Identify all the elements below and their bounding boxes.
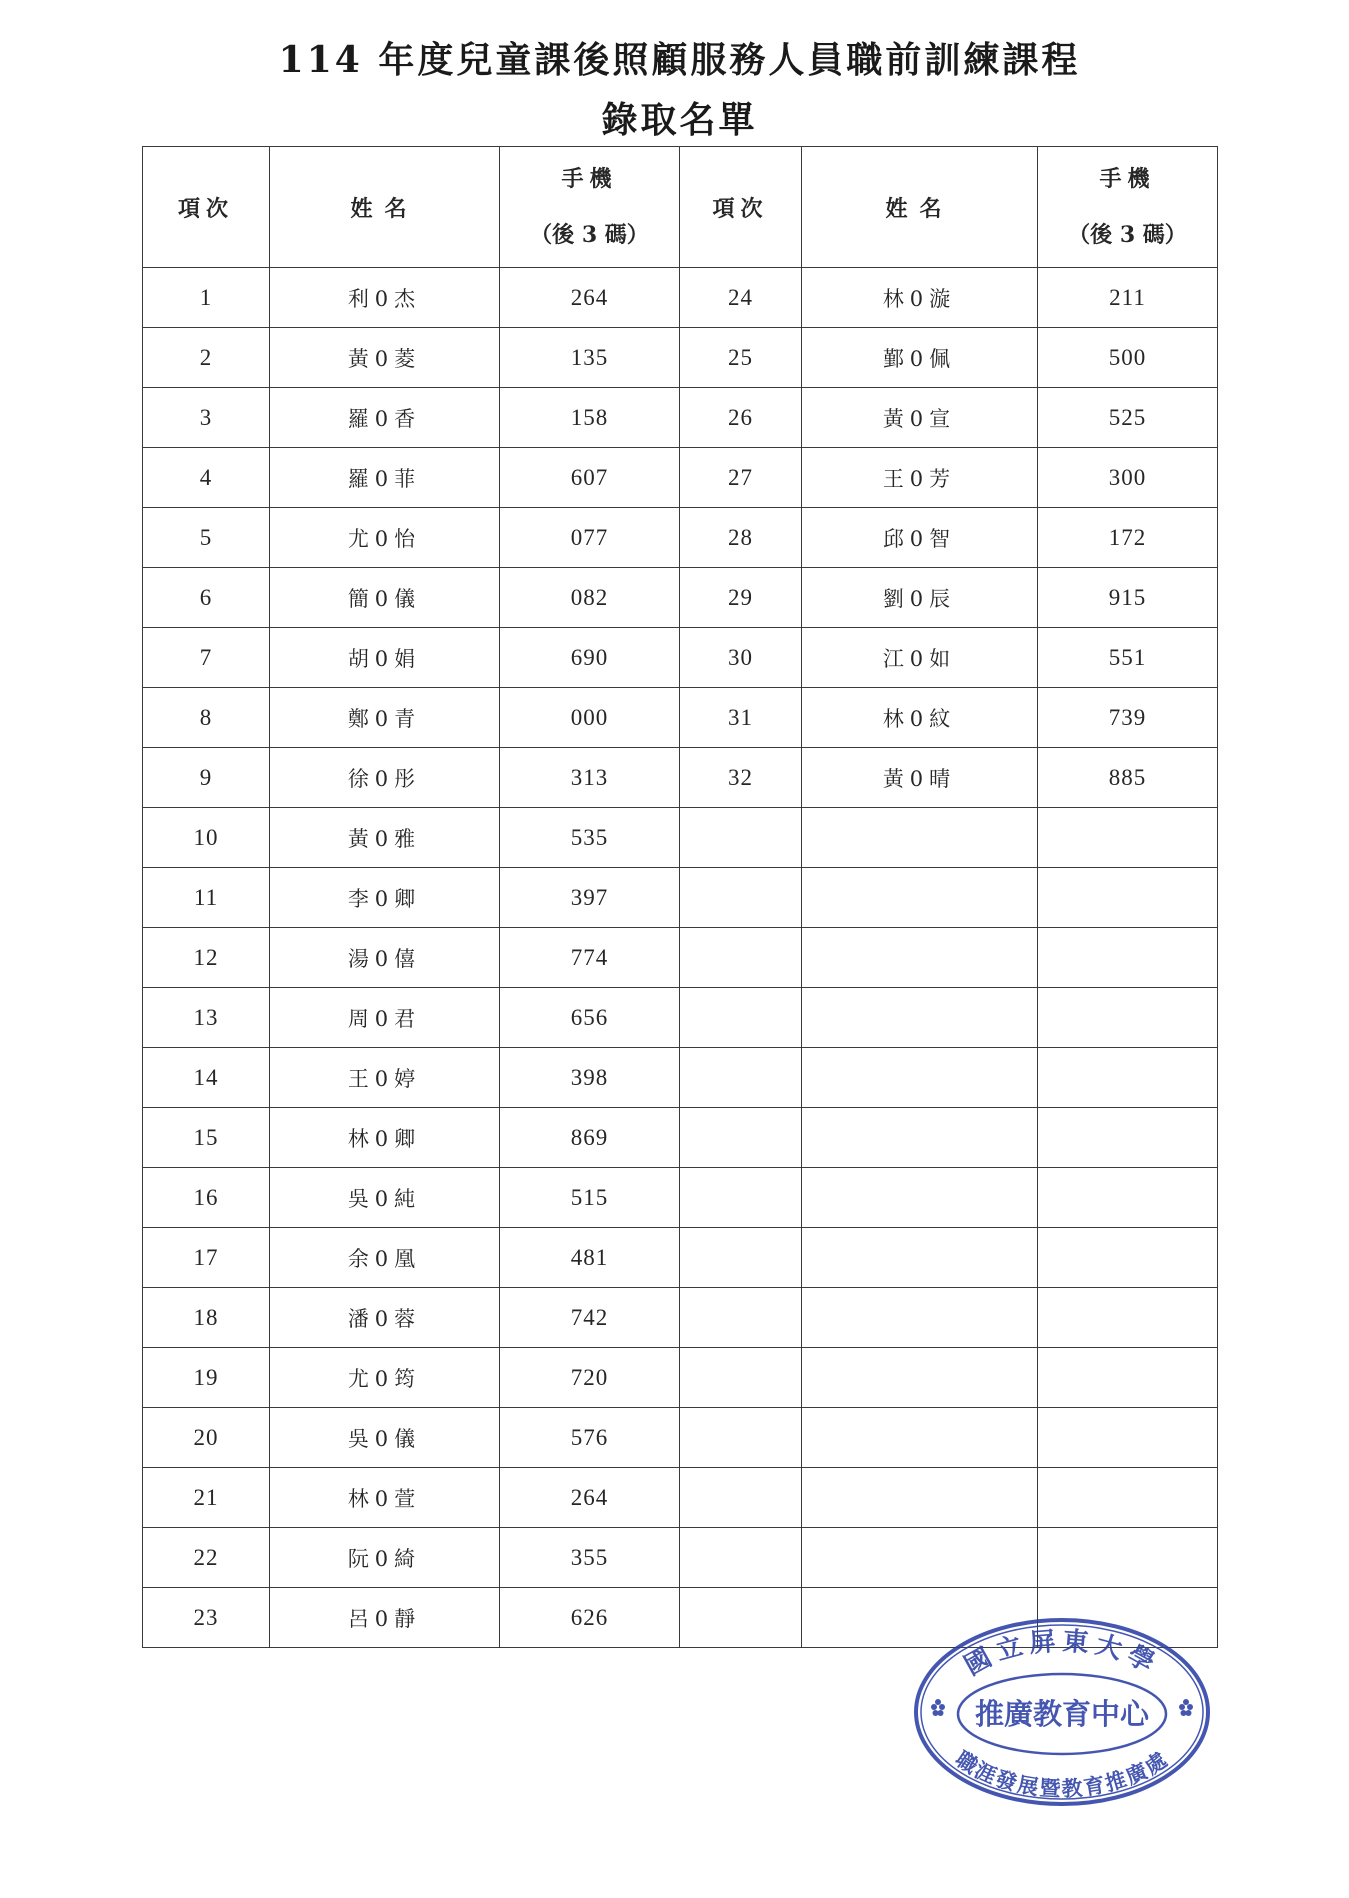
empty-cell — [802, 1228, 1038, 1288]
right-name-cell: 江0如 — [802, 628, 1038, 688]
empty-cell — [680, 1168, 802, 1228]
right-no-cell: 24 — [680, 268, 802, 328]
table-header — [143, 147, 1218, 268]
left-name-cell: 簡0儀 — [270, 568, 500, 628]
empty-cell — [1038, 928, 1218, 988]
left-name-cell: 黃0雅 — [270, 808, 500, 868]
left-phone-cell: 313 — [500, 748, 680, 808]
left-phone-cell: 576 — [500, 1408, 680, 1468]
left-no-cell: 15 — [143, 1108, 270, 1168]
left-phone-cell: 607 — [500, 448, 680, 508]
header-phone-sublabel: （後 3 碼） — [530, 222, 649, 248]
empty-cell — [680, 1348, 802, 1408]
left-no-cell: 9 — [143, 748, 270, 808]
left-name-cell: 利0杰 — [270, 268, 500, 328]
empty-cell — [680, 1228, 802, 1288]
left-no-cell: 4 — [143, 448, 270, 508]
left-name-cell: 余0凰 — [270, 1228, 500, 1288]
table-row — [143, 868, 1218, 928]
empty-cell — [1038, 1468, 1218, 1528]
empty-cell — [680, 1048, 802, 1108]
left-phone-cell: 869 — [500, 1108, 680, 1168]
empty-cell — [1038, 1288, 1218, 1348]
table-row — [143, 988, 1218, 1048]
header-name-left: 姓名 — [270, 147, 500, 268]
left-no-cell: 20 — [143, 1408, 270, 1468]
empty-cell — [802, 988, 1038, 1048]
table-row — [143, 688, 1218, 748]
left-name-cell: 阮0綺 — [270, 1528, 500, 1588]
stamp-top-text: 國立屏東大學 — [959, 1626, 1165, 1682]
left-name-cell: 羅0菲 — [270, 448, 500, 508]
empty-cell — [1038, 868, 1218, 928]
left-name-cell: 呂0靜 — [270, 1588, 500, 1648]
empty-cell — [680, 928, 802, 988]
left-name-cell: 潘0蓉 — [270, 1288, 500, 1348]
left-phone-cell: 264 — [500, 1468, 680, 1528]
empty-cell — [1038, 1228, 1218, 1288]
empty-cell — [802, 1408, 1038, 1468]
empty-cell — [802, 1108, 1038, 1168]
right-name-cell: 黃0晴 — [802, 748, 1038, 808]
empty-cell — [1038, 1348, 1218, 1408]
left-name-cell: 湯0僖 — [270, 928, 500, 988]
left-name-cell: 吳0儀 — [270, 1408, 500, 1468]
official-seal-stamp — [912, 1616, 1212, 1808]
right-phone-cell: 211 — [1038, 268, 1218, 328]
right-phone-cell: 739 — [1038, 688, 1218, 748]
left-no-cell: 23 — [143, 1588, 270, 1648]
left-no-cell: 3 — [143, 388, 270, 448]
right-no-cell: 32 — [680, 748, 802, 808]
table-row — [143, 448, 1218, 508]
right-name-cell: 黃0宣 — [802, 388, 1038, 448]
table-body — [143, 268, 1218, 1648]
empty-cell — [802, 1288, 1038, 1348]
right-name-cell: 鄞0佩 — [802, 328, 1038, 388]
left-no-cell: 18 — [143, 1288, 270, 1348]
right-no-cell: 28 — [680, 508, 802, 568]
header-phone-right — [1038, 147, 1218, 268]
left-no-cell: 11 — [143, 868, 270, 928]
empty-cell — [680, 1588, 802, 1648]
empty-cell — [1038, 1528, 1218, 1588]
table-row — [143, 568, 1218, 628]
stamp-flower-left-icon — [931, 1699, 945, 1716]
left-phone-cell: 082 — [500, 568, 680, 628]
header-phone-label: 手機 — [561, 166, 618, 192]
left-no-cell: 19 — [143, 1348, 270, 1408]
left-phone-cell: 135 — [500, 328, 680, 388]
empty-cell — [680, 1288, 802, 1348]
right-no-cell: 25 — [680, 328, 802, 388]
table-row — [143, 1288, 1218, 1348]
right-no-cell: 27 — [680, 448, 802, 508]
right-phone-cell: 525 — [1038, 388, 1218, 448]
admission-list-table — [142, 146, 1218, 1648]
empty-cell — [802, 928, 1038, 988]
document-title: 114 年度兒童課後照顧服務人員職前訓練課程 — [278, 39, 1081, 81]
left-no-cell: 7 — [143, 628, 270, 688]
left-phone-cell: 690 — [500, 628, 680, 688]
empty-cell — [802, 868, 1038, 928]
left-phone-cell: 535 — [500, 808, 680, 868]
empty-cell — [802, 1168, 1038, 1228]
empty-cell — [802, 808, 1038, 868]
left-phone-cell: 397 — [500, 868, 680, 928]
header-index-left: 項次 — [143, 147, 270, 268]
left-name-cell: 周0君 — [270, 988, 500, 1048]
stamp-center-text: 推廣教育中心 — [974, 1697, 1150, 1731]
empty-cell — [680, 988, 802, 1048]
left-phone-cell: 720 — [500, 1348, 680, 1408]
left-no-cell: 2 — [143, 328, 270, 388]
left-name-cell: 黃0菱 — [270, 328, 500, 388]
left-name-cell: 尤0筠 — [270, 1348, 500, 1408]
left-phone-cell: 264 — [500, 268, 680, 328]
empty-cell — [1038, 988, 1218, 1048]
empty-cell — [680, 1468, 802, 1528]
empty-cell — [802, 1348, 1038, 1408]
table-row — [143, 748, 1218, 808]
left-name-cell: 徐0彤 — [270, 748, 500, 808]
left-name-cell: 羅0香 — [270, 388, 500, 448]
empty-cell — [1038, 1108, 1218, 1168]
left-name-cell: 尤0怡 — [270, 508, 500, 568]
right-phone-cell: 885 — [1038, 748, 1218, 808]
empty-cell — [802, 1468, 1038, 1528]
left-phone-cell: 656 — [500, 988, 680, 1048]
empty-cell — [1038, 808, 1218, 868]
document-subtitle: 錄取名單 — [601, 99, 758, 141]
right-name-cell: 林0紋 — [802, 688, 1038, 748]
left-no-cell: 14 — [143, 1048, 270, 1108]
empty-cell — [802, 1528, 1038, 1588]
right-no-cell: 29 — [680, 568, 802, 628]
empty-cell — [680, 1528, 802, 1588]
left-no-cell: 17 — [143, 1228, 270, 1288]
left-phone-cell: 515 — [500, 1168, 680, 1228]
right-phone-cell: 551 — [1038, 628, 1218, 688]
left-no-cell: 10 — [143, 808, 270, 868]
empty-cell — [1038, 1168, 1218, 1228]
header-name-right: 姓名 — [802, 147, 1038, 268]
left-no-cell: 6 — [143, 568, 270, 628]
left-no-cell: 8 — [143, 688, 270, 748]
left-no-cell: 16 — [143, 1168, 270, 1228]
table-row — [143, 328, 1218, 388]
header-phone-sublabel: （後 3 碼） — [1068, 222, 1187, 248]
table-row — [143, 1348, 1218, 1408]
header-index-right: 項次 — [680, 147, 802, 268]
header-phone-label: 手機 — [1099, 166, 1156, 192]
left-no-cell: 12 — [143, 928, 270, 988]
table-row — [143, 1408, 1218, 1468]
left-name-cell: 吳0純 — [270, 1168, 500, 1228]
table-row — [143, 1528, 1218, 1588]
right-phone-cell: 915 — [1038, 568, 1218, 628]
stamp-flower-right-icon — [1179, 1699, 1193, 1716]
empty-cell — [680, 1108, 802, 1168]
right-name-cell: 林0漩 — [802, 268, 1038, 328]
table-row — [143, 268, 1218, 328]
table-row — [143, 388, 1218, 448]
right-name-cell: 王0芳 — [802, 448, 1038, 508]
table-row — [143, 1108, 1218, 1168]
empty-cell — [802, 1048, 1038, 1108]
right-no-cell: 26 — [680, 388, 802, 448]
table-row — [143, 1048, 1218, 1108]
table-row — [143, 1468, 1218, 1528]
left-phone-cell: 774 — [500, 928, 680, 988]
left-name-cell: 林0萱 — [270, 1468, 500, 1528]
table-row — [143, 1168, 1218, 1228]
left-no-cell: 5 — [143, 508, 270, 568]
left-phone-cell: 742 — [500, 1288, 680, 1348]
left-name-cell: 胡0娟 — [270, 628, 500, 688]
table-row — [143, 928, 1218, 988]
table-row — [143, 808, 1218, 868]
left-name-cell: 林0卿 — [270, 1108, 500, 1168]
right-no-cell: 31 — [680, 688, 802, 748]
left-no-cell: 13 — [143, 988, 270, 1048]
left-no-cell: 1 — [143, 268, 270, 328]
left-phone-cell: 355 — [500, 1528, 680, 1588]
empty-cell — [1038, 1408, 1218, 1468]
stamp-bottom-text: 職涯發展暨教育推廣處 — [951, 1745, 1173, 1802]
header-row — [143, 147, 1218, 268]
left-phone-cell: 000 — [500, 688, 680, 748]
header-phone-left — [500, 147, 680, 268]
left-name-cell: 鄭0青 — [270, 688, 500, 748]
left-name-cell: 李0卿 — [270, 868, 500, 928]
left-phone-cell: 398 — [500, 1048, 680, 1108]
left-no-cell: 21 — [143, 1468, 270, 1528]
left-phone-cell: 158 — [500, 388, 680, 448]
right-name-cell: 劉0辰 — [802, 568, 1038, 628]
right-phone-cell: 300 — [1038, 448, 1218, 508]
table-row — [143, 508, 1218, 568]
right-name-cell: 邱0智 — [802, 508, 1038, 568]
left-name-cell: 王0婷 — [270, 1048, 500, 1108]
left-phone-cell: 626 — [500, 1588, 680, 1648]
left-no-cell: 22 — [143, 1528, 270, 1588]
right-phone-cell: 172 — [1038, 508, 1218, 568]
left-phone-cell: 077 — [500, 508, 680, 568]
empty-cell — [680, 868, 802, 928]
empty-cell — [680, 1408, 802, 1468]
table-row — [143, 628, 1218, 688]
right-no-cell: 30 — [680, 628, 802, 688]
table-row — [143, 1228, 1218, 1288]
empty-cell — [1038, 1048, 1218, 1108]
right-phone-cell: 500 — [1038, 328, 1218, 388]
left-phone-cell: 481 — [500, 1228, 680, 1288]
empty-cell — [680, 808, 802, 868]
